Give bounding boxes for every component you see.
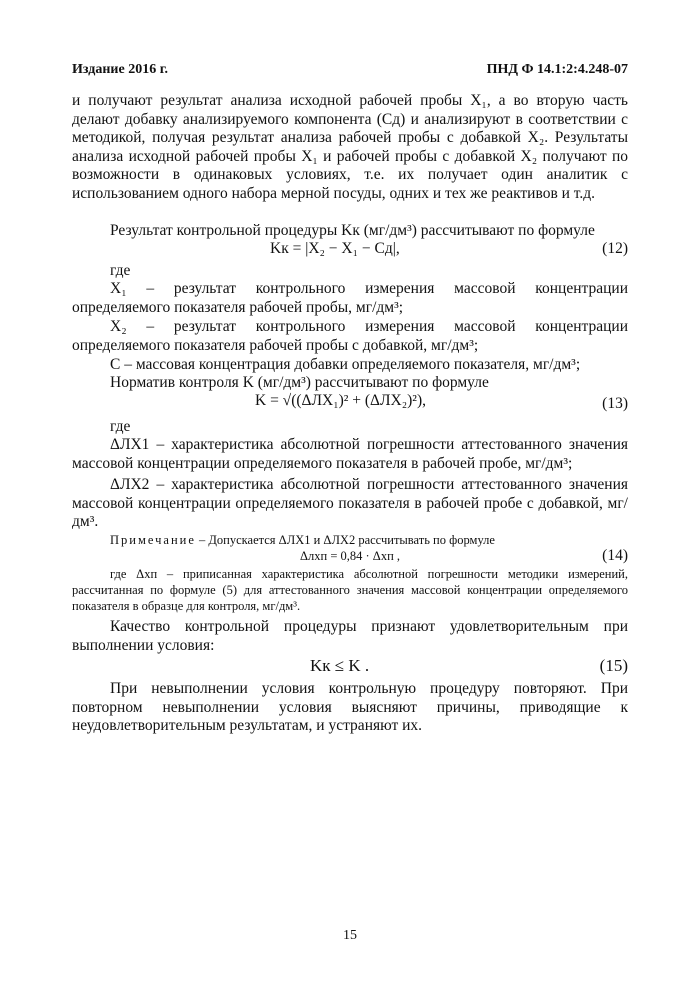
formula-13: K = √((ΔЛX₁)² + (ΔЛX₂)²), xyxy=(255,392,426,409)
definition-x2: X₂ – результат контрольного измерения массовой концентрации определяемого показателя рабочей пробы с добавкой, мг/дм³; xyxy=(72,318,628,354)
formula-14-number: (14) xyxy=(602,547,628,564)
formula-15-number: (15) xyxy=(599,656,628,675)
definition-c: С – массовая концентрация добавки определяемого показателя, мг/дм³; xyxy=(110,356,581,373)
note-text: – Допускается ΔЛX1 и ΔЛX2 рассчитывать по формуле xyxy=(199,533,495,547)
edition-label: Издание 2016 г. xyxy=(72,62,168,77)
paragraph-1: и получают результат анализа исходной рабочей пробы X₁, а во вторую часть делают добавку анализируемого компонента (Сд) и анализируют в соответствии с методикой, получая результат анализа рабочей пробы с добавкой X₂. Результаты анализа исходной рабочей пробы X₁ и рабочей пробы с добавкой X₂ получают по возможности в одинаковых условиях, т.е. их получает один аналитик с использованием одного набора мерной посуды, одних и тех же реактивов и т.д. xyxy=(72,92,628,202)
paragraph-5: При невыполнении условия контрольную процедуру повторяют. При повторном невыполнении условия выясняют причины, приводящие к неудовлетворительным результатам, и устраняют их. xyxy=(72,680,628,735)
formula-12-number: (12) xyxy=(602,240,628,257)
formula-15: Kк ≤ K . xyxy=(310,656,370,675)
definition-x1: X₁ – результат контрольного измерения массовой концентрации определяемого показателя рабочей пробы, мг/дм³; xyxy=(72,280,628,316)
where-label-2: где xyxy=(110,418,131,435)
note-description: где Δхп – приписанная характеристика абсолютной погрешности методики измерений, рассчитанная по формуле (5) для аттестованного значения массовой концентрации определяемого показателя в образце для контроля, мг/дм³. xyxy=(72,567,628,613)
formula-13-number: (13) xyxy=(602,395,628,412)
note-line xyxy=(72,532,628,548)
paragraph-2: Результат контрольной процедуры Kк (мг/дм³) рассчитывают по формуле xyxy=(110,222,595,239)
formula-14: Δлхп = 0,84 · Δхп , xyxy=(300,549,401,563)
paragraph-4: Качество контрольной процедуры признают удовлетворительным при выполнении условия: xyxy=(72,618,628,654)
where-label-1: где xyxy=(110,262,131,279)
definition-dlx2: ΔЛX2 – характеристика абсолютной погрешности аттестованного значения массовой концентрации определяемого показателя в рабочей пробе с добавкой, мг/дм³. xyxy=(72,476,628,531)
paragraph-3: Норматив контроля K (мг/дм³) рассчитывают по формуле xyxy=(110,374,489,391)
definition-dlx1: ΔЛX1 – характеристика абсолютной погрешности аттестованного значения массовой концентрации определяемого показателя в рабочей пробе, мг/дм³; xyxy=(72,436,628,472)
formula-12: Kк = |X₂ − X₁ − Cд|, xyxy=(270,240,400,257)
document-code: ПНД Ф 14.1:2:4.248-07 xyxy=(486,62,628,77)
page-number: 15 xyxy=(343,928,357,943)
note-label: Примечание xyxy=(110,533,196,547)
